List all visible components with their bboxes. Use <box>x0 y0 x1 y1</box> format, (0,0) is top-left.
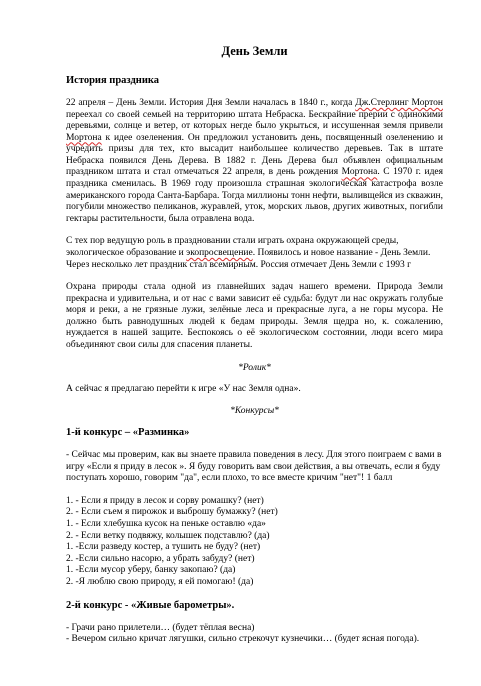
contest-1-intro: - Сейчас мы проверим, как вы знаете правила поведения в лесу. Для этого поиграем с вами в игру «Если я приду в лесок ». Я буду говорить вам свои действия, а вы отвечать, если я буду поступать хорошо, говорим "да", если плохо, то все вместе кричим "нет"! 1 балл <box>66 450 442 484</box>
list-item: - Вечером сильно кричат лягушки, сильно стрекочут кузнечики… (будет ясная погода). <box>66 634 420 645</box>
spellcheck-word: Мортона <box>66 132 102 143</box>
spellcheck-word: Дж.Стерлинг Мортон <box>355 98 443 108</box>
rolik-label: *Ролик* <box>238 362 271 373</box>
list-item: 1. - Если я приду в лесок и сорву ромашку? (нет) <box>66 495 264 506</box>
list-item: 2. - Если ветку подвяжу, колышек подставлю? (да) <box>66 530 270 541</box>
history-paragraph-1 <box>66 98 443 225</box>
konkursy-label: *Конкурсы* <box>230 406 279 417</box>
history-heading: История праздника <box>66 75 160 86</box>
spellcheck-word: Мортона <box>341 167 378 178</box>
list-item: 2. -Если сильно насорю, а убрать забуду? (нет) <box>66 553 255 564</box>
list-item: 2. - Если съем я пирожок и выброшу бумажку? (нет) <box>66 507 278 518</box>
contest-2-list <box>66 623 443 646</box>
game-invite: А сейчас я предлагаю перейти к игре «У нас Земля одна». <box>66 383 301 394</box>
text-run: . С 1970 г. идея праздника сменилась. В 1969 году произошла страшная экологическая катастрофа возле американского города Санта-Барбара. Тогда миллионы тонн нефти, выливщейся из скважин, погубили множество пеликанов, журавлей, уток, морских львов, других животных, погибли гектары растительности, была отравлена вода. <box>66 167 443 224</box>
list-item: 1. -Если разведу костер, а тушить не буду? (нет) <box>66 542 261 553</box>
contest-1-heading: 1-й конкурс – «Разминка» <box>66 427 190 439</box>
document-title: День Земли <box>221 44 288 58</box>
text-run: переехал со своей семьей на территорию штата Небраска. Бескрайние прерии с одинокими деревьями, солнце и ветер, от которых негде было укрыться, и иссушенная земля привели <box>66 109 443 132</box>
contest-2-heading: 2-й конкурс - «Живые барометры». <box>66 599 235 611</box>
history-paragraph-2 <box>66 236 443 271</box>
list-item: 2. -Я люблю свою природу, я ей помогаю! (да) <box>66 576 254 587</box>
contest-1-list <box>66 496 443 589</box>
nature-paragraph: Охрана природы стала одной из главнейших задач нашего времени. Природа Земли прекрасна и удивительна, и от нас с вами зависит её судьба: будут ли нас окружать голубые моря и реки, а не грязные лужи, зелёные леса и прекрасные луга, а не горы мусора. Не должно быть равнодушных людей к бедам природы. Земля щедра но, к. сожалению, нуждается в нашей защите. Беспокоясь о её экологическом состоянии, люди всего мира объединяют свои силы для спасения планеты. <box>66 282 443 350</box>
list-item: - Грачи рано прилетели… (будет тёплая весна) <box>66 622 255 633</box>
text-run: С тех пор ведущую роль в праздновании стали играть охрана окружающей среды, экологическое образование и <box>66 236 399 258</box>
spellcheck-word: экопросвещение <box>186 247 253 258</box>
list-item: 1. - Если хлебушка кусок на пеньке оставлю «да» <box>66 519 266 530</box>
text-run: 22 апреля – День Земли. История Дня Земли началась в 1840 г., когда <box>66 98 356 108</box>
text-run: . Появилось и новое название - День Земли. Через несколько лет праздник стал всемирным. Россия отмечает День Земли с 1993 г <box>66 247 431 270</box>
text-run: к идее озеленения. Он предложил установить день, посвященный озеленению и учредить призы для тех, кто высадит наибольшее количество деревьев. Так в штате Небраска появился День Дерева. В 1882 г. День Дерева был объявлен официальным праздником штата и стал отмечаться 22 апреля, в день рождения <box>66 132 443 178</box>
list-item: 1. -Если мусор уберу, банку закопаю? (да) <box>66 565 236 576</box>
